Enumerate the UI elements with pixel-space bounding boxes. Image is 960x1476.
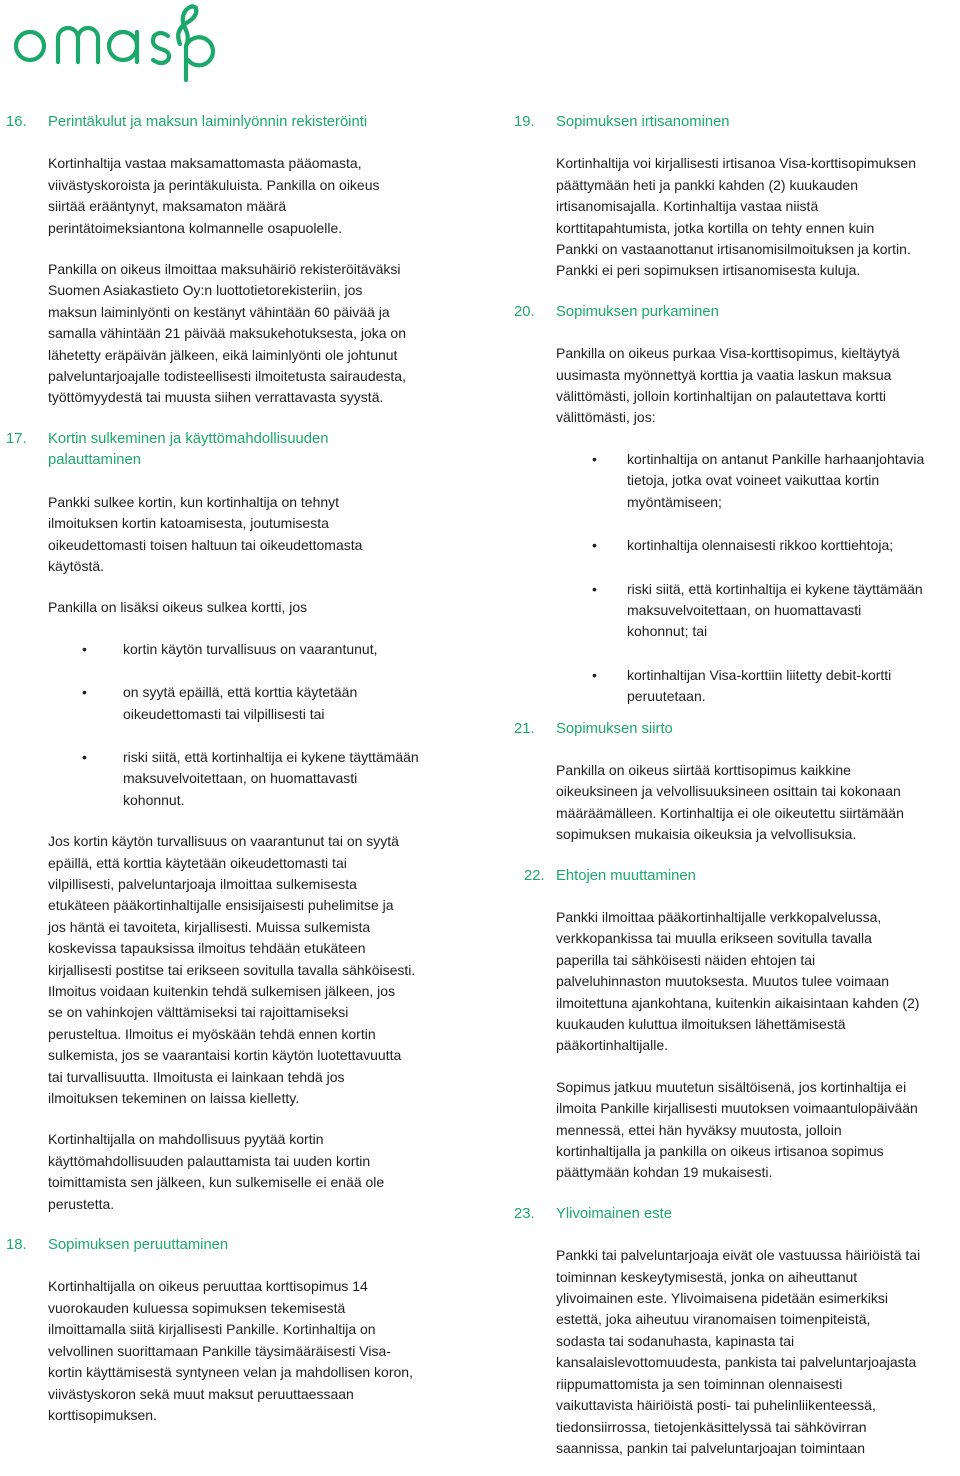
paragraph: Jos kortin käytön turvallisuus on vaarantunut tai on syytä epäillä, että korttia käytetään oikeudettomasti tai vilpillisesti, palveluntarjoaja ilmoittaa sulkemisesta etukäteen pääkortinhaltijalle ensisijaisesti puhelimitse ja jos häntä ei tavoiteta, kirjallisesti. Muissa sulkemista koskevissa tapauksissa ilmoitus tehdään etukäteen kirjallisesti postitse tai erikseen sovitulla tavalla sähköisesti. Ilmoitus voidaan kuitenkin tehdä sulkemisen jälkeen, jos se on vahinkojen välttämiseksi tai rajoittamiseksi perusteltua. Ilmoitus ei myöskään tehdä ennen kortin sulkemista, jos se vaarantaisi kortin käytön luotettavuutta tai turvallisuutta. Ilmoitusta ei lainkaan tehdä jos ilmoituksen tekeminen on laissa kielletty. bbox=[48, 833, 416, 1107]
paragraph: Kortinhaltija vastaa maksamattomasta pääomasta, viivästyskoroista ja perintäkuluista. Pankilla on oikeus siirtää erääntynyt, maksamaton määrä perintätoimeksiantona kolmannelle osapuolelle. bbox=[48, 155, 380, 236]
section-number: 21. bbox=[514, 720, 535, 737]
paragraph: Kortinhaltijalla on oikeus peruuttaa korttisopimus 14 vuorokauden kuluessa sopimuksen tekemisestä ilmoittamalla siitä kirjallisesti Pankille. Kortinhaltija on velvollinen suorittamaan Pankille täysimääräisesti Visa- kortin käyttämisestä syntyneen velan ja mahdollisen koron, viivästyskoron sekä muut maksut peruuttaessaan korttisopimuksen. bbox=[48, 1278, 413, 1423]
section-number: 17. bbox=[6, 430, 27, 447]
section-number: 16. bbox=[6, 114, 27, 130]
list-item: • kortinhaltija olennaisesti rikkoo korttiehtoja; bbox=[556, 535, 960, 556]
section-16-heading bbox=[6, 112, 460, 133]
paragraph: Pankilla on lisäksi oikeus sulkea kortti, jos bbox=[48, 599, 308, 616]
list-item: • kortinhaltijan Visa-korttiin liitetty debit-kortti peruutetaan. bbox=[556, 665, 960, 708]
paragraph: Sopimus jatkuu muutetun sisältöisenä, jos kortinhaltija ei ilmoita Pankille kirjallisesti muutoksen voimaantulopäivään mennessä, ettei hän hyväksy muutosta, jolloin kortinhaltijalla ja pankilla on oikeus irtisanoa sopimus päättymään kohdan 19 mukaisesti. bbox=[556, 1078, 918, 1181]
section-17-heading bbox=[6, 429, 460, 472]
section-title: Sopimuksen purkaminen bbox=[556, 303, 719, 320]
list-item: • kortinhaltija on antanut Pankille harhaanjohtavia tietoja, jotka ovat voineet vaikuttaa kortin myöntämiseen; bbox=[556, 449, 960, 513]
right-column bbox=[514, 112, 960, 1459]
paragraph: Pankki sulkee kortin, kun kortinhaltija on tehnyt ilmoituksen kortin katoamisesta, joutumisesta oikeudettomasti toisen haltuun tai oikeudettomasta käytöstä. bbox=[48, 493, 363, 574]
section-title: Sopimuksen siirto bbox=[556, 720, 673, 737]
section-22-heading bbox=[514, 866, 960, 887]
list-item: • riski siitä, että kortinhaltija ei kykene täyttämään maksuvelvoitettaan, on huomattavasti kohonnut. bbox=[48, 747, 460, 811]
section-23-heading bbox=[514, 1204, 960, 1225]
bullet-list bbox=[6, 639, 460, 811]
bullet-list bbox=[514, 449, 960, 708]
section-19-heading bbox=[514, 112, 960, 133]
left-column bbox=[6, 112, 460, 1426]
list-item: • kortin käytön turvallisuus on vaarantunut, bbox=[48, 639, 460, 660]
list-item: • riski siitä, että kortinhaltija ei kykene täyttämään maksuvelvoitettaan, on huomattavasti kohonnut; tai bbox=[556, 579, 960, 643]
section-21-heading bbox=[514, 719, 960, 740]
omasp-logo-graphic bbox=[10, 2, 220, 82]
section-number: 20. bbox=[514, 303, 535, 320]
section-title: Ehtojen muuttaminen bbox=[556, 867, 696, 884]
list-item: • on syytä epäillä, että korttia käytetään oikeudettomasti tai vilpillisesti tai bbox=[48, 682, 460, 725]
section-title: Sopimuksen peruuttaminen bbox=[48, 1237, 229, 1254]
paragraph: Pankilla on oikeus purkaa Visa-korttisopimus, kieltäytyä uusimasta myönnettyä korttia ja vaatia laskun maksua välittömästi, jolloin kortinhaltijan on palautettava kortti välittömästi, jos: bbox=[556, 345, 900, 426]
paragraph: Pankilla on oikeus siirtää korttisopimus kaikkine oikeuksineen ja velvollisuuksineen osittain tai kokonaan määräämälleen. Kortinhaltija ei ole oikeutettu siirtämään sopimuksen mukaisia oikeuksia ja velvollisuksia. bbox=[556, 761, 904, 843]
section-title: Ylivoimainen este bbox=[556, 1205, 672, 1222]
omasp-logo bbox=[10, 2, 220, 82]
section-number: 22. bbox=[524, 867, 545, 884]
section-number: 23. bbox=[514, 1205, 535, 1222]
paragraph: Kortinhaltijalla on mahdollisuus pyytää kortin käyttömahdollisuuden palauttamista tai uuden kortin toimittamista sen jälkeen, kun sulkemiselle ei enää ole perustetta. bbox=[48, 1131, 385, 1212]
section-number: 19. bbox=[514, 114, 535, 130]
paragraph: Pankki ilmoittaa pääkortinhaltijalle verkkopalvelussa, verkkopankissa tai muulla erikseen sovitulla tavalla paperilla tai sähköisesti näiden ehtojen tai palveluhinnaston muutoksesta. Muutos tulee voimaan ilmoitettuna ajankohtana, kuitenkin aikaisintaan kahden (2) kuukauden kuluttua ilmoituksen lähettämisestä pääkortinhaltijalle. bbox=[556, 908, 920, 1054]
section-18-heading bbox=[6, 1235, 460, 1256]
section-title: Kortin sulkeminen ja käyttömahdollisuuden palauttaminen bbox=[48, 430, 329, 469]
paragraph: Pankki tai palveluntarjoaja eivät ole vastuussa häiriöistä tai toiminnan keskeytymisestä, jonka on aiheuttanut ylivoimainen este. Ylivoimaisena pidetään esimerkiksi estettä, joka aiheutuu viranomaisen toimenpiteistä, sodasta tai sodanuhasta, kapinasta tai kansalaislevottomuudesta, pankista tai palveluntarjoajasta riippumattomista ja sen toiminnan olennaisesti vaikuttavista häiriöistä posti- tai puhelinliikenteessä, tiedonsiirrossa, tietojenkäsittelyssä tai sähkövirran saannissa, pankin tai palveluntarjoajan toimintaan bbox=[556, 1247, 921, 1456]
section-title: Sopimuksen irtisanominen bbox=[556, 114, 730, 130]
section-20-heading bbox=[514, 302, 960, 323]
paragraph: Pankilla on oikeus ilmoittaa maksuhäiriö rekisteröitäväksi Suomen Asiakastieto Oy:n luottotietorekisteriin, jos maksun laiminlyönti on kestänyt vähintään 60 päivää ja samalla vähintään 21 päivää maksukehotuksesta, joka on lähetetty eräpäivän jälkeen, eikä laiminlyönti ole johtunut palveluntarjoajalle todisteellisesti ilmoitetusta sairaudesta, työttömyydestä tai muusta siihen verrattavasta syystä. bbox=[48, 261, 406, 406]
paragraph: Kortinhaltija voi kirjallisesti irtisanoa Visa-korttisopimuksen päättymään heti ja pankki kahden (2) kuukauden irtisanomisajalla. Kortinhaltija vastaa niistä korttitapahtumista, jotka kortilla on tehty ennen kuin Pankki on vastaanottanut irtisanomisilmoituksen ja kortin. Pankki ei peri sopimuksen irtisanomisesta kuluja. bbox=[556, 155, 916, 279]
section-number: 18. bbox=[6, 1237, 27, 1254]
section-title: Perintäkulut ja maksun laiminlyönnin rekisteröinti bbox=[48, 114, 368, 130]
